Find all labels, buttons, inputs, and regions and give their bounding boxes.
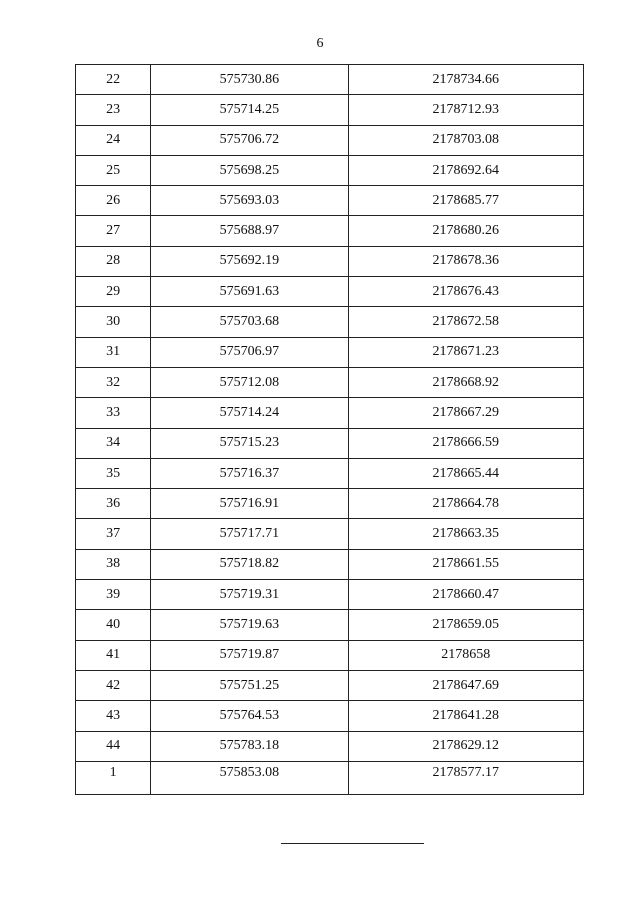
- x-coordinate-cell: 575698.25: [151, 155, 348, 185]
- y-coordinate-cell: 2178641.28: [348, 701, 583, 731]
- y-coordinate-cell: 2178672.58: [348, 307, 583, 337]
- point-number-cell: 38: [76, 549, 151, 579]
- y-coordinate-cell: 2178577.17: [348, 761, 583, 794]
- x-coordinate-cell: 575717.71: [151, 519, 348, 549]
- table-row: [76, 337, 584, 367]
- point-number-cell: 33: [76, 398, 151, 428]
- x-coordinate-cell: 575730.86: [151, 65, 348, 95]
- table-row: [76, 519, 584, 549]
- end-of-table-rule: [281, 843, 424, 844]
- table-row: [76, 398, 584, 428]
- table-row: [76, 155, 584, 185]
- point-number-cell: 30: [76, 307, 151, 337]
- y-coordinate-cell: 2178659.05: [348, 610, 583, 640]
- x-coordinate-cell: 575703.68: [151, 307, 348, 337]
- y-coordinate-cell: 2178664.78: [348, 489, 583, 519]
- table-row: [76, 125, 584, 155]
- table-row: [76, 549, 584, 579]
- point-number-cell: 22: [76, 65, 151, 95]
- point-number-cell: 37: [76, 519, 151, 549]
- y-coordinate-cell: 2178671.23: [348, 337, 583, 367]
- point-number-cell: 44: [76, 731, 151, 761]
- table-row: [76, 489, 584, 519]
- point-number-cell: 35: [76, 458, 151, 488]
- y-coordinate-cell: 2178660.47: [348, 580, 583, 610]
- y-coordinate-cell: 2178676.43: [348, 277, 583, 307]
- x-coordinate-cell: 575712.08: [151, 367, 348, 397]
- point-number-cell: 36: [76, 489, 151, 519]
- page-number: 6: [316, 36, 324, 51]
- x-coordinate-cell: 575714.24: [151, 398, 348, 428]
- coordinates-table: [75, 64, 584, 795]
- table-row: [76, 670, 584, 700]
- x-coordinate-cell: 575715.23: [151, 428, 348, 458]
- x-coordinate-cell: 575719.31: [151, 580, 348, 610]
- point-number-cell: 40: [76, 610, 151, 640]
- point-number-cell: 32: [76, 367, 151, 397]
- y-coordinate-cell: 2178703.08: [348, 125, 583, 155]
- x-coordinate-cell: 575693.03: [151, 186, 348, 216]
- table-row: [76, 610, 584, 640]
- table-row: [76, 65, 584, 95]
- y-coordinate-cell: 2178678.36: [348, 246, 583, 276]
- y-coordinate-cell: 2178680.26: [348, 216, 583, 246]
- point-number-cell: 25: [76, 155, 151, 185]
- point-number-cell: 24: [76, 125, 151, 155]
- x-coordinate-cell: 575716.37: [151, 458, 348, 488]
- y-coordinate-cell: 2178629.12: [348, 731, 583, 761]
- x-coordinate-cell: 575688.97: [151, 216, 348, 246]
- table-row: [76, 95, 584, 125]
- x-coordinate-cell: 575718.82: [151, 549, 348, 579]
- x-coordinate-cell: 575853.08: [151, 761, 348, 794]
- y-coordinate-cell: 2178668.92: [348, 367, 583, 397]
- table-row: [76, 761, 584, 794]
- point-number-cell: 43: [76, 701, 151, 731]
- table-row: [76, 701, 584, 731]
- table-row: [76, 216, 584, 246]
- table-row: [76, 428, 584, 458]
- x-coordinate-cell: 575719.63: [151, 610, 348, 640]
- x-coordinate-cell: 575706.72: [151, 125, 348, 155]
- y-coordinate-cell: 2178665.44: [348, 458, 583, 488]
- y-coordinate-cell: 2178712.93: [348, 95, 583, 125]
- x-coordinate-cell: 575714.25: [151, 95, 348, 125]
- x-coordinate-cell: 575719.87: [151, 640, 348, 670]
- point-number-cell: 42: [76, 670, 151, 700]
- y-coordinate-cell: 2178692.64: [348, 155, 583, 185]
- point-number-cell: 31: [76, 337, 151, 367]
- y-coordinate-cell: 2178661.55: [348, 549, 583, 579]
- table-row: [76, 458, 584, 488]
- y-coordinate-cell: 2178666.59: [348, 428, 583, 458]
- point-number-cell: 27: [76, 216, 151, 246]
- table-row: [76, 186, 584, 216]
- table-row: [76, 731, 584, 761]
- y-coordinate-cell: 2178647.69: [348, 670, 583, 700]
- point-number-cell: 1: [76, 761, 151, 794]
- point-number-cell: 28: [76, 246, 151, 276]
- point-number-cell: 26: [76, 186, 151, 216]
- y-coordinate-cell: 2178667.29: [348, 398, 583, 428]
- y-coordinate-cell: 2178663.35: [348, 519, 583, 549]
- y-coordinate-cell: 2178734.66: [348, 65, 583, 95]
- table-row: [76, 367, 584, 397]
- x-coordinate-cell: 575716.91: [151, 489, 348, 519]
- coordinates-table-body: [76, 65, 584, 795]
- x-coordinate-cell: 575751.25: [151, 670, 348, 700]
- x-coordinate-cell: 575706.97: [151, 337, 348, 367]
- table-row: [76, 277, 584, 307]
- table-row: [76, 640, 584, 670]
- point-number-cell: 41: [76, 640, 151, 670]
- x-coordinate-cell: 575692.19: [151, 246, 348, 276]
- table-row: [76, 246, 584, 276]
- table-row: [76, 307, 584, 337]
- x-coordinate-cell: 575764.53: [151, 701, 348, 731]
- point-number-cell: 29: [76, 277, 151, 307]
- x-coordinate-cell: 575783.18: [151, 731, 348, 761]
- y-coordinate-cell: 2178685.77: [348, 186, 583, 216]
- y-coordinate-cell: 2178658: [348, 640, 583, 670]
- point-number-cell: 34: [76, 428, 151, 458]
- table-row: [76, 580, 584, 610]
- point-number-cell: 39: [76, 580, 151, 610]
- point-number-cell: 23: [76, 95, 151, 125]
- x-coordinate-cell: 575691.63: [151, 277, 348, 307]
